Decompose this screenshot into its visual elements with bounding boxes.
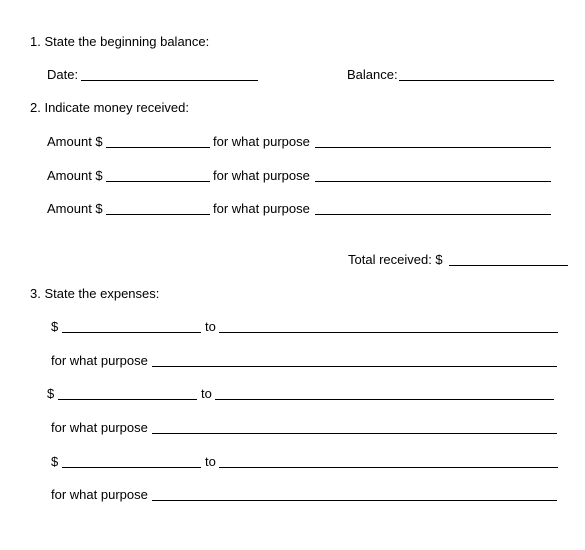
expense-amount-field-line[interactable] — [58, 399, 197, 400]
expense-recipient-field-line[interactable] — [215, 399, 554, 400]
expense-recipient-field-line[interactable] — [219, 332, 558, 333]
expense-recipient-field-line[interactable] — [219, 467, 558, 468]
section-1-heading: 1. State the beginning balance: — [30, 34, 210, 49]
date-label: Date: — [47, 67, 79, 82]
section-3-heading: 3. State the expenses: — [30, 286, 160, 301]
purpose-field-line[interactable] — [315, 214, 551, 215]
amount-field-line[interactable] — [106, 147, 210, 148]
total-received-field-line[interactable] — [449, 265, 568, 266]
expense-amount-field-line[interactable] — [62, 467, 201, 468]
expense-purpose-label: for what purpose — [51, 353, 148, 368]
balance-field-line[interactable] — [399, 80, 554, 81]
expense-to-label: to — [205, 454, 216, 469]
section-2-heading: 2. Indicate money received: — [30, 100, 189, 115]
expense-to-label: to — [205, 319, 216, 334]
amount-field-line[interactable] — [106, 181, 210, 182]
expense-amount-field-line[interactable] — [62, 332, 201, 333]
balance-label: Balance: — [347, 67, 398, 82]
purpose-label: for what purpose — [213, 168, 310, 183]
expense-purpose-field-line[interactable] — [152, 366, 557, 367]
amount-label: Amount $ — [47, 201, 103, 216]
date-field-line[interactable] — [81, 80, 258, 81]
expense-purpose-label: for what purpose — [51, 420, 148, 435]
expense-to-label: to — [201, 386, 212, 401]
expense-dollar-label: $ — [51, 454, 59, 469]
expense-dollar-label: $ — [51, 319, 59, 334]
amount-field-line[interactable] — [106, 214, 210, 215]
expense-dollar-label: $ — [47, 386, 55, 401]
purpose-field-line[interactable] — [315, 147, 551, 148]
amount-label: Amount $ — [47, 168, 103, 183]
amount-label: Amount $ — [47, 134, 103, 149]
purpose-field-line[interactable] — [315, 181, 551, 182]
expense-purpose-field-line[interactable] — [152, 433, 557, 434]
purpose-label: for what purpose — [213, 201, 310, 216]
expense-purpose-label: for what purpose — [51, 487, 148, 502]
total-received-label: Total received: $ — [348, 252, 443, 267]
expense-purpose-field-line[interactable] — [152, 500, 557, 501]
purpose-label: for what purpose — [213, 134, 310, 149]
